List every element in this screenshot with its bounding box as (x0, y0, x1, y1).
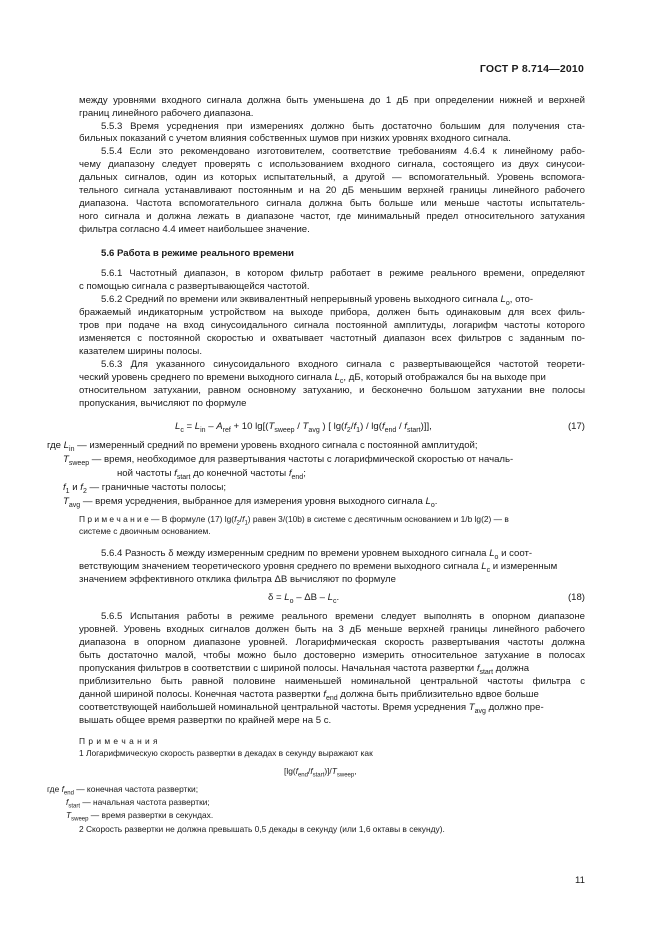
where-line: $T_{sweep}$ — время, необходимое для развертывания частоты с логарифмической скоростью от началь- (63, 454, 514, 467)
body-line: быть достаточно малой, чтобы можно было достоверно измерить относительное затухание в полосах (79, 650, 585, 661)
body-line: уровней. Уровень входных сигналов должен быть на 3 дБ меньше верхней границы линейного рабочего (79, 624, 585, 635)
equation-number: (17) (567, 421, 585, 432)
body-line: относительном затухании, равном основному затуханию, и бесконечно большом затухании вне полосы (79, 385, 585, 396)
section-heading: 5.6 Работа в режиме реального времени (101, 248, 294, 259)
where-line: ной частоты $f_{start}$ до конечной частоты $f_{end}$; (117, 468, 306, 481)
body-line: дальных сигналов, один из которых испытательный, а другой — вспомогательный. Уровень вспомога- (79, 172, 585, 183)
formula-18: $\delta = L_o - \Delta B - L_c$. (268, 592, 340, 605)
where-line: $T_{avg}$ — время усреднения, выбранное для измерения уровня выходного сигнала $L_o$. (63, 496, 438, 509)
body-line: приблизительно быть равной половине наименьшей номинальной центральной частоты фильтра с (79, 676, 585, 687)
body-line: бражаемый индикаторным устройством на выходе прибора, должен быть одинаковым для всех филь- (79, 307, 585, 318)
body-line: тров при подаче на вход синусоидального сигнала постоянной амплитуды, логарифм частоты которого (79, 320, 585, 331)
body-line: ческий уровень среднего по времени выходного сигнала $L_c$, дБ, который отображался бы на выходе при (79, 372, 546, 385)
note-where-line: $T_{sweep}$ — время развертки в секундах. (66, 810, 214, 823)
note-line: системе с двоичным основанием. (79, 526, 211, 536)
body-line: 5.6.4 Разность δ между измеренным средним по времени уровнем выходного сигнала $L_o$ и соот- (101, 548, 533, 561)
body-line: данной шириной полосы. Конечная частота развертки $f_{end}$ должна быть приблизительно вдвое больше (79, 689, 539, 702)
body-line: ного сигнала и должна лежать в диапазоне частот, где минимальный предел относительного затухания (79, 211, 585, 222)
note-formula: $[\lg(f_{end}/f_{start})]/T_{sweep}$, (284, 766, 357, 779)
body-line: казателем ширины полосы. (79, 346, 202, 357)
body-line: с помощью сигнала с развертывающейся частотой. (79, 281, 310, 292)
note-line: 1 Логарифмическую скорость развертки в декадах в секунду выражают как (79, 748, 373, 758)
formula-17: $L_c = L_{in} - A_{ref} + 10$ $\lg[(T_{sweep} / T_{avg}$ ) [ $\lg(f_2/f_1) / \lg(f_{end} / f_{start})$]], (175, 421, 432, 434)
body-line: значением эффективного отклика фильтра ΔB вычисляют по формуле (79, 574, 396, 585)
body-line: пропускания, вычисляют по формуле (79, 398, 247, 409)
body-line: диапазона в опорном диапазоне уровней. Логарифмическая скорость развертывания частоты должна (79, 637, 585, 648)
where-line: где $L_{in}$ — измеренный средний по времени уровень входного сигнала с постоянной амплитудой; (47, 440, 478, 453)
notes-heading: П р и м е ч а н и я (79, 736, 159, 746)
body-line: чему диапазону следует проверять с использованием входного сигнала, состоящего из двух синусои- (79, 159, 585, 170)
body-line: 5.5.3 Время усреднения при измерениях должно быть достаточно большим для получения ста- (101, 121, 585, 132)
body-line: вышать общее время развертки по крайней мере на 5 с. (79, 715, 332, 726)
body-line: бильных показаний с учетом влияния собственных шумов при низких уровнях входного сигнала. (79, 133, 511, 144)
page-number: 11 (575, 875, 585, 886)
body-line: пропускания фильтров в соответствии с шириной полосы. Начальная частота развертки $f_{start}$ должна (79, 663, 530, 676)
body-line: изменяется с постоянной скоростью и охватывает частотный диапазон всех фильтров с заданным по- (79, 333, 585, 344)
body-line: диапазона. Частота вспомогательного сигнала должна быть больше или меньше частоты испытатель- (79, 198, 585, 209)
body-line: 5.6.2 Средний по времени или эквивалентный непрерывный уровень выходного сигнала $L_o$, ото- (101, 294, 534, 307)
where-line: $f_1$ и $f_2$ — граничные частоты полосы; (63, 482, 227, 495)
note-where-line: $f_{start}$ — начальная частота развертки; (66, 797, 210, 810)
body-line: тельного сигнала устанавливают постоянным и на 20 дБ меньшим верхней границы линейного рабочего (79, 185, 585, 196)
body-line: 5.6.1 Частотный диапазон, в котором фильтр работает в режиме реального времени, определяют (101, 268, 585, 279)
body-line: 5.5.4 Если это рекомендовано изготовителем, соответствие требованиям 4.6.4 к линейному рабо- (101, 146, 585, 157)
body-line: фильтра согласно 4.4 имеет наибольшее значение. (79, 224, 310, 235)
note-line: П р и м е ч а н и е — В формуле (17) $\lg(f_2/f_1)$ равен 3/(10b) в системе с десятичным основанием и 1/b lg(2) — в (79, 514, 509, 527)
note-line: 2 Скорость развертки не должна превышать 0,5 декады в секунду (или 1,6 октавы в секунду). (79, 824, 445, 834)
body-line: ветствующим значением теоретического уровня среднего по времени выходного сигнала $L_c$ и измеренным (79, 561, 558, 574)
body-line: 5.6.5 Испытания работы в режиме реального времени следует выполнять в опорном диапазоне (101, 611, 585, 622)
body-line: соответствующей наибольшей номинальной центральной частоты. Время усреднения $T_{avg}$ должно пре- (79, 702, 544, 715)
standard-header: ГОСТ Р 8.714—2010 (479, 63, 584, 75)
note-where-line: где $f_{end}$ — конечная частота развертки; (47, 784, 199, 797)
body-line: 5.6.3 Для указанного синусоидального входного сигнала с развертывающейся частотой теорети- (101, 359, 585, 370)
body-line: границ линейного рабочего диапазона. (79, 108, 254, 119)
equation-number: (18) (567, 592, 585, 603)
body-line: между уровнями входного сигнала должна быть уменьшена до 1 дБ при определении нижней и верхней (79, 95, 585, 106)
